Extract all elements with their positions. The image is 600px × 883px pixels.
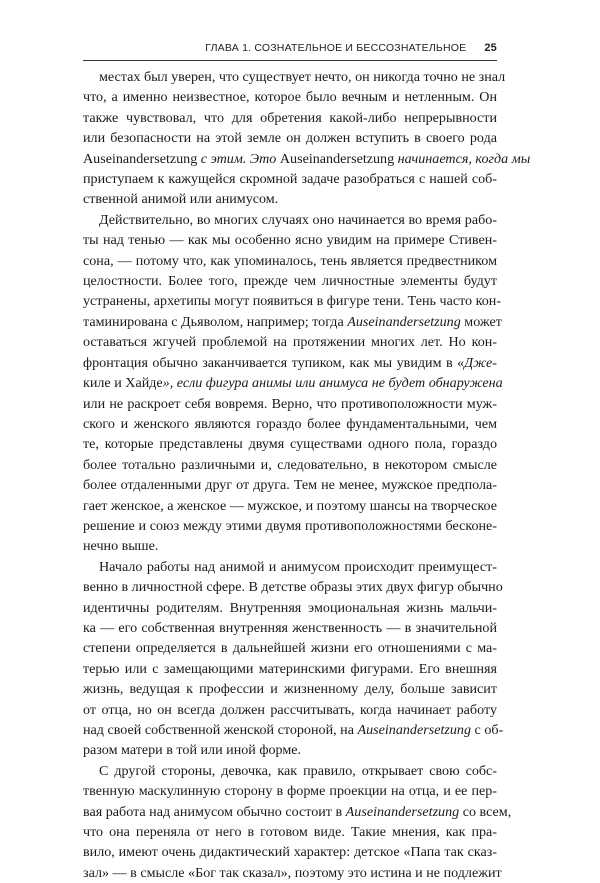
text-segment: Auseinandersetzung bbox=[279, 150, 395, 167]
text-line: или не раскроет себя вовремя. Верно, что противоположности муж- bbox=[83, 395, 497, 412]
header-divider bbox=[83, 60, 497, 61]
text-segment: киле и Хайде bbox=[83, 375, 163, 392]
paragraph bbox=[83, 761, 512, 883]
text-line: более тотально различными и, следовательно, в некотором смысле bbox=[83, 456, 497, 473]
text-line: Действительно, во многих случаях оно начинается во время рабо- bbox=[99, 211, 497, 228]
text-line: идентичны родителям. Внутренняя эмоциональная жизнь мальчи- bbox=[83, 599, 497, 616]
text-segment: с об- bbox=[471, 722, 504, 738]
text-line: местах был уверен, что существует нечто, он никогда точно не знал bbox=[99, 69, 506, 85]
text-line: твенную маскулинную сторону в форме проекции на отца, и ее пер- bbox=[83, 783, 497, 800]
text-line: Начало работы над анимой и анимусом происходит преимущест- bbox=[99, 558, 497, 575]
italic-term: с этим. Это bbox=[197, 150, 280, 167]
text-line: или безопасности на этой земле он должен вступить в своего рода bbox=[83, 130, 497, 147]
text-line: гает женское, а женское — мужское, и поэтому шансы на творческое bbox=[83, 497, 497, 514]
text-line bbox=[83, 312, 502, 332]
running-header bbox=[83, 42, 497, 58]
text-segment: вая работа над анимусом обычно состоит в bbox=[83, 803, 346, 820]
body-text bbox=[83, 67, 531, 883]
text-segment: со всем, bbox=[459, 803, 512, 820]
text-line: С другой стороны, девочка, как правило, открывает свою собс- bbox=[99, 762, 497, 779]
text-line: те, которые представлены двумя существами одного пола, гораздо bbox=[83, 436, 497, 453]
text-line: что она переняла от него в готовом виде. Такие мнения, как пра- bbox=[83, 824, 497, 841]
text-line: более отдаленными друг от друга. Тем не менее, мужское предпола- bbox=[83, 477, 497, 494]
text-segment: таминирована с Дьяволом, например; тогда bbox=[83, 313, 348, 330]
paragraph bbox=[83, 557, 504, 761]
text-line bbox=[83, 353, 497, 373]
text-line: ты над тенью — как мы особенно ясно увидим на примере Стивен- bbox=[83, 232, 497, 249]
paragraph bbox=[83, 210, 503, 557]
italic-term: Дже- bbox=[464, 354, 497, 371]
text-line: также чувствовал, что для обретения какой-либо непрерывности bbox=[83, 109, 497, 126]
text-line: целостности. Более того, прежде чем личностные элементы будут bbox=[83, 273, 497, 290]
italic-term: Auseinandersetzung bbox=[347, 313, 461, 330]
text-line: жизнь, ведущая к профессии и жизненному делу, больше зависит bbox=[83, 681, 497, 698]
text-line: решение и союз между этими двумя противоположностями бесконе- bbox=[83, 517, 497, 534]
italic-term: начинается, когда мы bbox=[394, 150, 531, 167]
text-line: ственной анимой или анимусом. bbox=[83, 191, 279, 208]
text-line: оставаться жгучей проблемой на протяжении многих лет. Но кон- bbox=[83, 334, 497, 351]
text-segment: может bbox=[460, 313, 502, 330]
italic-term: Auseinandersetzung bbox=[357, 722, 472, 738]
text-line: вило, имеют очень дидактический характер: детское «Папа так сказ- bbox=[83, 844, 497, 861]
text-line: ского и женского являются гораздо более фундаментальными, чем bbox=[83, 415, 497, 432]
text-line: устранены, архетипы могут появиться в фигуре тени. Тень часто кон- bbox=[83, 293, 502, 310]
text-line: сона, — потому что, как упоминалось, тень является предвестником bbox=[83, 252, 497, 269]
text-line: от отца, но он всегда должен рассчитывать, когда начинает работу bbox=[83, 701, 497, 718]
italic-term: », если фигура анимы или анимуса не будет обнаружена bbox=[162, 375, 503, 392]
text-line bbox=[83, 720, 504, 740]
text-line: венно в личностной сфере. В детстве образы этих двух фигур обычно bbox=[83, 579, 503, 596]
text-line: ка — его собственная внутренняя женственность — в значительной bbox=[83, 619, 497, 636]
page-number: 25 bbox=[484, 42, 497, 54]
text-line bbox=[83, 149, 531, 169]
text-line: нечно выше. bbox=[83, 538, 159, 555]
text-line: что, а именно неизвестное, которое было вечным и нетленным. Он bbox=[83, 89, 497, 106]
text-line: терью или с замещающими материнскими фигурами. Его внешняя bbox=[83, 660, 497, 677]
text-line: зал» — в смысле «Бог так сказал», поэтому это истина и не подлежит bbox=[83, 864, 502, 881]
text-line bbox=[83, 802, 512, 822]
paragraph bbox=[83, 67, 531, 210]
chapter-title: ГЛАВА 1. СОЗНАТЕЛЬНОЕ И БЕССОЗНАТЕЛЬНОЕ bbox=[205, 42, 467, 54]
text-line: разом матери в той или иной форме. bbox=[83, 742, 302, 759]
text-segment: над своей собственной женской стороной, на bbox=[83, 722, 358, 738]
text-line: приступаем к кажущейся скромной задаче разобраться с нашей соб- bbox=[83, 171, 497, 188]
italic-term: Auseinandersetzung bbox=[345, 803, 460, 820]
text-segment: фронтация обычно заканчивается тупиком, как мы увидим в « bbox=[83, 354, 465, 371]
text-line: степени определяется в дальнейшей жизни его отношениями с ма- bbox=[83, 640, 497, 657]
text-segment: Auseinandersetzung bbox=[83, 150, 198, 167]
text-line bbox=[83, 373, 503, 393]
